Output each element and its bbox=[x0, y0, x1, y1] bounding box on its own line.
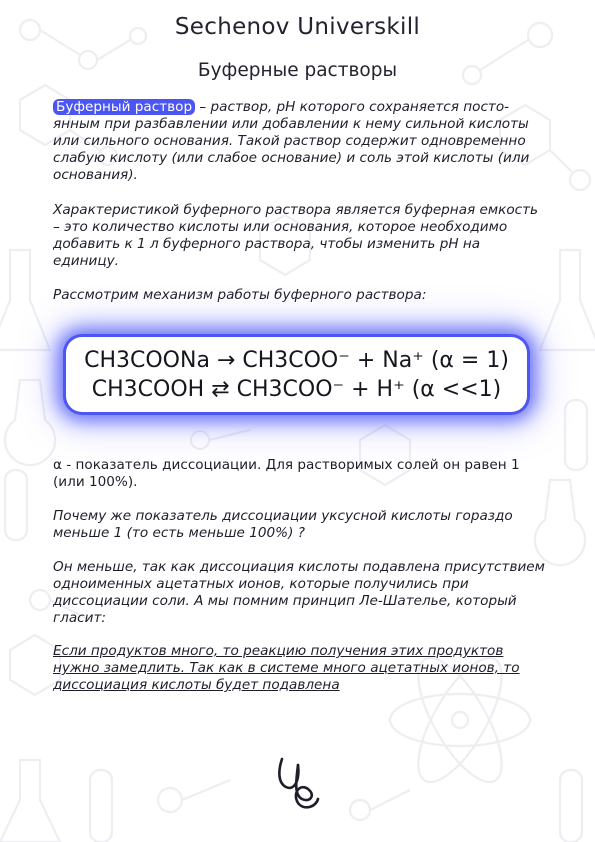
page-title: Буферные растворы bbox=[197, 60, 398, 81]
capacity-paragraph: Характеристикой буферного раствора является буферная емкость – это количество кислоты или основания, которое необходимо добавить к 1 л буферного раствора, чтобы изменить pH на единицу. bbox=[53, 202, 539, 269]
alpha-paragraph: α - показатель диссоциации. Для растворимых солей он равен 1 (или 100%). bbox=[53, 457, 520, 490]
university-logo-icon bbox=[272, 753, 328, 813]
equation-box bbox=[66, 337, 527, 412]
intro-paragraph bbox=[53, 99, 545, 184]
brand-title: Sechenov Universkill bbox=[174, 14, 421, 40]
equation-line-2: CH3COOH ⇄ CH3COO⁻ + H⁺ (α <<1) bbox=[91, 376, 502, 402]
answer-paragraph: Он меньше, так как диссоциация кислоты подавлена присутствием одноименных ацетатных ионов, которые получились при диссоциации соли. А мы помним принцип Ле-Шателье, который гласит: bbox=[53, 559, 545, 626]
term-highlight: Буферный раствор bbox=[53, 99, 195, 115]
principle-paragraph: Если продуктов много, то реакцию получения этих продуктов нужно замедлить. Так как в системе много ацетатных ионов, то диссоциация кислоты будет подавлена bbox=[53, 643, 520, 693]
equation-line-1: CH3COONa → CH3COO⁻ + Na⁺ (α = 1) bbox=[84, 347, 509, 373]
intro-text: – раствор, pH которого сохраняется посто-янным при разбавлении или добавлении к нему сильной кислоты или сильного основания. Такой раствор содержит одновременно слабую кислоту (или слабое основание) и соль этой кислоты (или основания). bbox=[53, 99, 530, 183]
question-paragraph: Почему же показатель диссоциации уксусной кислоты гораздо меньше 1 (то есть меньше 100%) ? bbox=[53, 508, 513, 541]
mechanism-paragraph: Рассмотрим механизм работы буферного раствора: bbox=[53, 287, 427, 303]
